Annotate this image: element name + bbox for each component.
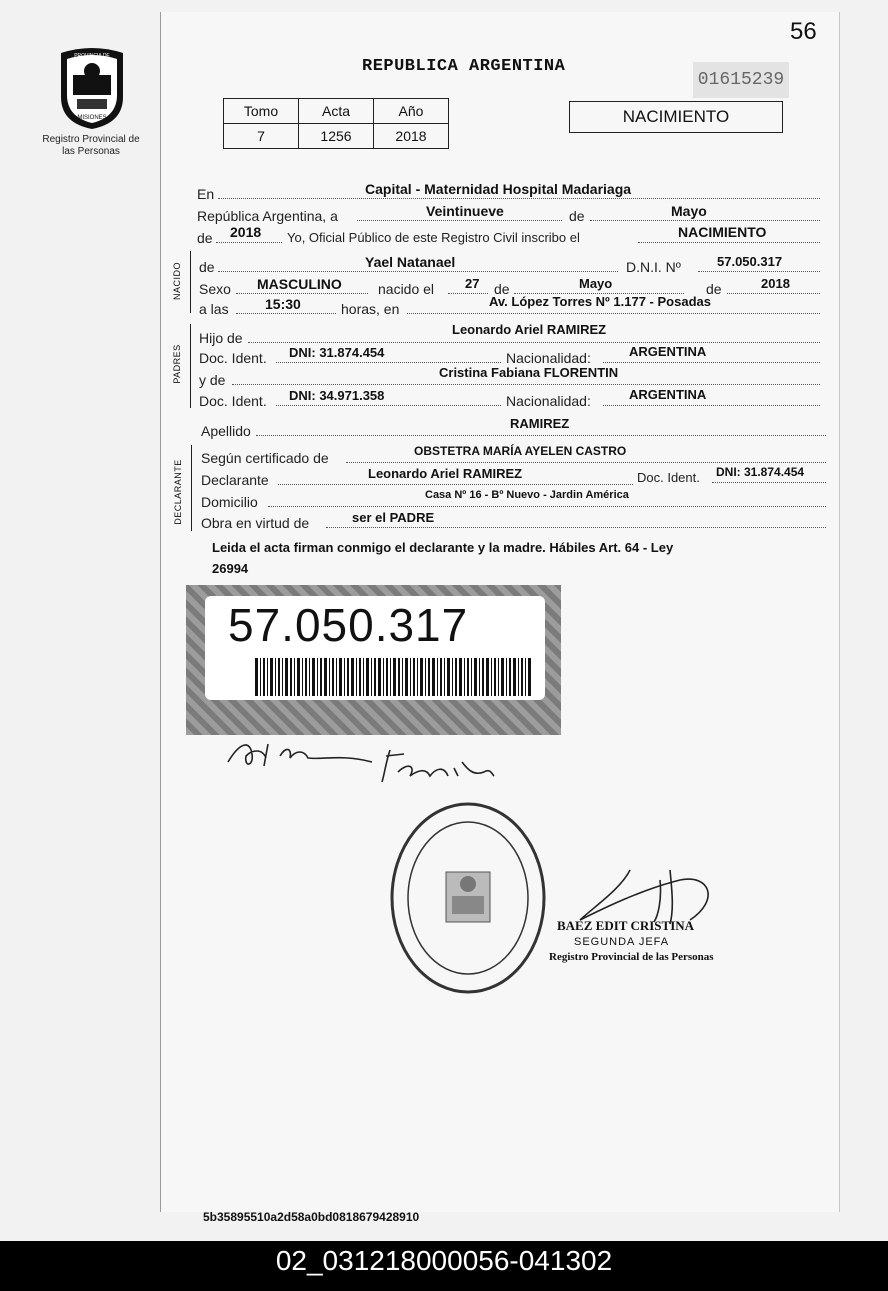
nacido-year: 2018 xyxy=(761,276,790,291)
barcode-icon xyxy=(255,658,535,696)
declarante-line xyxy=(278,484,633,485)
table-header-tomo: Tomo xyxy=(224,99,299,124)
nacido-year-line xyxy=(727,293,820,294)
nacido-de-label: de xyxy=(494,281,510,297)
official-stamp-icon xyxy=(388,800,548,996)
inscribo-value: NACIMIENTO xyxy=(678,224,767,240)
section-declarante-label: DECLARANTE xyxy=(173,459,183,525)
official-name: BAEZ EDIT CRISTINA xyxy=(557,918,695,933)
nacido-section-line xyxy=(190,251,191,313)
doc2-line xyxy=(276,405,501,406)
nac1-label: Nacionalidad: xyxy=(506,350,591,366)
certificado-value: OBSTETRA MARÍA AYELEN CASTRO xyxy=(414,444,627,458)
file-id-bar xyxy=(0,1241,888,1291)
table-header-ano: Año xyxy=(374,99,449,124)
nac2-value: ARGENTINA xyxy=(629,387,707,402)
declarante-section-line xyxy=(191,445,192,531)
year-line xyxy=(216,242,282,243)
alas-label: a las xyxy=(199,301,229,317)
hora-line xyxy=(236,313,336,314)
decl-doc-value: DNI: 31.874.454 xyxy=(716,465,805,479)
sexo-value: MASCULINO xyxy=(257,276,342,292)
parents-signatures-icon xyxy=(222,732,512,792)
dni-line xyxy=(698,271,820,272)
closing-statement-line2: 26994 xyxy=(212,561,249,576)
registry-label: Registro Provincial de las Personas xyxy=(42,134,140,157)
lugar-value: Av. López Torres Nº 1.177 - Posadas xyxy=(489,294,711,309)
province-seal-logo xyxy=(55,45,129,131)
decl-doc-line xyxy=(712,482,826,483)
padre-line xyxy=(248,342,820,343)
table-header-acta: Acta xyxy=(299,99,374,124)
doc2-value: DNI: 34.971.358 xyxy=(289,388,385,403)
table-value-tomo: 7 xyxy=(224,124,299,149)
tomo-acta-ano-table xyxy=(223,98,449,149)
obra-label: Obra en virtud de xyxy=(201,515,310,531)
table-value-ano: 2018 xyxy=(374,124,449,149)
nombre-value: Yael Natanael xyxy=(365,254,456,270)
hijo-label: Hijo de xyxy=(199,330,243,346)
year-value: 2018 xyxy=(230,224,262,240)
certificado-label: Según certificado de xyxy=(201,450,329,466)
domicilio-label: Domicilio xyxy=(201,494,258,510)
official-org: Registro Provincial de las Personas xyxy=(549,951,714,963)
en-value: Capital - Maternidad Hospital Madariaga xyxy=(365,181,632,197)
month-value: Mayo xyxy=(671,203,707,219)
nombre-label: de xyxy=(199,259,215,275)
nombre-line xyxy=(218,271,618,272)
svg-text:PROVINCIA DE: PROVINCIA DE xyxy=(74,53,110,59)
nac1-line xyxy=(603,362,820,363)
doc1-value: DNI: 31.874.454 xyxy=(289,345,385,360)
document-title: REPUBLICA ARGENTINA xyxy=(362,57,566,76)
domicilio-value: Casa Nº 16 - Bº Nuevo - Jardin América xyxy=(425,489,629,501)
nac2-line xyxy=(603,405,820,406)
barcode-number: 57.050.317 xyxy=(228,599,469,651)
official-role: SEGUNDA JEFA xyxy=(574,936,670,948)
nacido-de2-label: de xyxy=(706,281,722,297)
day-line xyxy=(357,220,562,221)
day-value: Veintinueve xyxy=(426,203,504,219)
doc2-label: Doc. Ident. xyxy=(199,393,267,409)
inscribo-line xyxy=(638,242,820,243)
declarante-value: Leonardo Ariel RAMIREZ xyxy=(368,466,523,481)
nac2-label: Nacionalidad: xyxy=(506,393,591,409)
horas-label: horas, en xyxy=(341,301,400,317)
dni-label: D.N.I. Nº xyxy=(626,259,681,275)
en-label: En xyxy=(197,186,215,202)
nac1-value: ARGENTINA xyxy=(629,344,707,359)
closing-statement-line1: Leida el acta firman conmigo el declarante y la madre. Hábiles Art. 64 - Ley xyxy=(212,540,674,555)
document-hash: 5b35895510a2d58a0bd0818679428910 xyxy=(203,1210,420,1224)
section-padres-label: PADRES xyxy=(172,344,182,384)
padre-value: Leonardo Ariel RAMIREZ xyxy=(452,322,607,337)
table-value-acta: 1256 xyxy=(299,124,374,149)
doc1-line xyxy=(276,362,501,363)
madre-value: Cristina Fabiana FLORENTIN xyxy=(439,365,619,380)
obra-line xyxy=(326,527,826,528)
yde-label: y de xyxy=(199,372,226,388)
nacido-label: nacido el xyxy=(378,281,435,297)
sexo-label: Sexo xyxy=(199,281,231,297)
padres-section-line xyxy=(190,324,191,408)
nacido-month: Mayo xyxy=(579,276,613,291)
serial-number: 01615239 xyxy=(693,62,789,98)
month-line xyxy=(590,220,820,221)
svg-text:MISIONES: MISIONES xyxy=(77,115,107,121)
republica-label: República Argentina, a xyxy=(197,208,338,224)
certificado-line xyxy=(346,462,826,463)
inscribo-label: Yo, Oficial Público de este Registro Civil inscribo el xyxy=(287,230,580,245)
file-id: 02_031218000056-041302 xyxy=(275,1245,613,1276)
madre-line xyxy=(232,384,820,385)
sexo-line xyxy=(236,293,368,294)
doc1-label: Doc. Ident. xyxy=(199,350,267,366)
en-line xyxy=(218,198,820,199)
de2-label: de xyxy=(197,230,213,246)
obra-value: ser el PADRE xyxy=(352,510,435,525)
domicilio-line xyxy=(268,506,826,507)
lugar-line xyxy=(407,313,820,314)
page-number: 56 xyxy=(790,18,817,45)
hora-value: 15:30 xyxy=(265,296,301,312)
apellido-value: RAMIREZ xyxy=(510,416,570,431)
section-nacido-label: NACIDO xyxy=(172,262,182,301)
apellido-label: Apellido xyxy=(201,423,251,439)
dni-value: 57.050.317 xyxy=(717,254,783,269)
record-type-box: NACIMIENTO xyxy=(569,101,783,133)
apellido-line xyxy=(256,435,826,436)
declarante-label: Declarante xyxy=(201,472,269,488)
de-label: de xyxy=(569,208,585,224)
decl-doc-label: Doc. Ident. xyxy=(637,470,700,485)
nacido-day: 27 xyxy=(465,276,480,291)
nacido-day-line xyxy=(448,293,488,294)
